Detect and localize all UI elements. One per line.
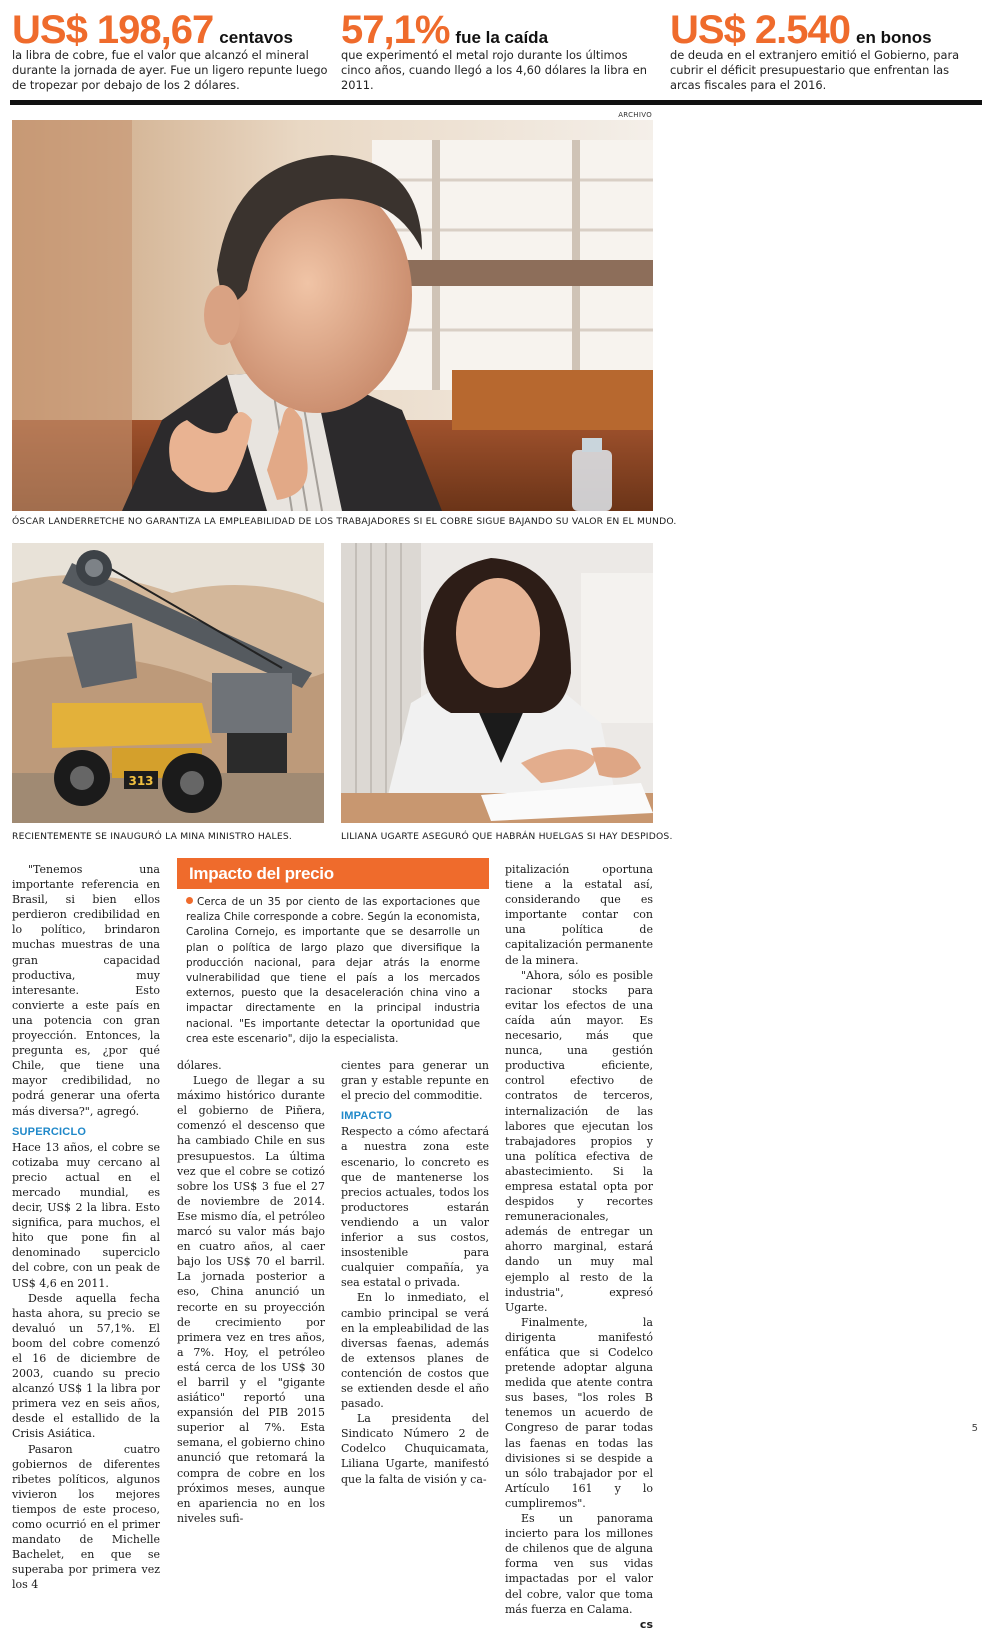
subhead-superciclo: SUPERCICLO <box>12 1125 87 1138</box>
paragraph: Pasaron cuatro gobiernos de diferentes ribetes políticos, algunos vivieron los mejores tiempos de este proceso, como ocurrió en el primer mandato de Michelle Bachelet, en que se superaba por primera vez los 4 <box>12 1442 160 1592</box>
caption-mine-photo: RECIENTEMENTE SE INAUGURÓ LA MINA MINISTRO HALES. <box>12 831 292 842</box>
stat-value: 57,1% <box>341 8 450 52</box>
sidebar-body: Cerca de un 35 por ciento de las exportaciones que realiza Chile corresponde a cobre. Según la economista, Carolina Cornejo, es importante que se desarrolle un plan o política de largo plazo que diversifique la producción nacional, para dejar atrás la enorme vulnerabilidad que tiene el país a los mercados externos, puesto que la desaceleración china vino a impactar directamente en la principal industria nacional. "Es importante detectar la oportunidad que crea este escenario", dijo la especialista. <box>186 896 480 1045</box>
stat-unit: fue la caída <box>455 28 549 47</box>
paragraph: dólares. <box>177 1059 222 1072</box>
sidebar-body-block <box>186 895 480 1047</box>
truck-number-text: 313 <box>128 774 154 788</box>
paragraph: cientes para generar un gran y estable repunte en el precio del commoditie. <box>341 1059 489 1103</box>
end-mark: cs <box>639 1617 653 1631</box>
stat-price-drop <box>341 8 659 93</box>
stat-unit: centavos <box>219 28 293 47</box>
paragraph: Luego de llegar a su máximo histórico durante el gobierno de Piñera, comenzó el descenso que ha cambiado Chile en sus presupuestos. La última vez que el cobre se cotizó sobre los US$ 3 fue el 27 de noviembre de 2014. Ese mismo día, el petróleo marcó su valor más bajo en cuatro años, al caer bajo los US$ 70 el barril. La jornada posterior a eso, China anunció un recorte en su proyección de crecimiento por primera vez en tres años, a 7%. Hoy, el petróleo está cerca de los US$ 30 el barril y el "gigante asiático" reportó una expansión del PIB 2015 superior al 7%. Esta semana, el gobierno chino anunció que retomará la compra de cobre en los próximos meses, aunque en apariencia no en los niveles sufi- <box>177 1074 325 1525</box>
stat-value: US$ 198,67 <box>12 8 214 52</box>
main-photo-landerretche <box>12 120 653 511</box>
paragraph: Respecto a cómo afectará a nuestra zona este escenario, lo concreto es que de mantenerse los precios actuales, todos los productores estarán vendiendo a un valor inferior a sus costos, insostenible para cualquier compañía, ya sea estatal o privada. <box>341 1125 489 1290</box>
stat-description: la libra de cobre, fue el valor que alcanzó el mineral durante la jornada de ayer. Fue un ligero repunte luego de tropezar por debajo de los 2 dólares. <box>12 48 328 92</box>
stat-description: que experimentó el metal rojo durante los últimos cinco años, cuando llegó a los 4,60 dólares la libra en 2011. <box>341 48 647 92</box>
article-column-2 <box>177 1058 325 1526</box>
stat-debt-bonds <box>670 8 982 93</box>
photo-credit: ARCHIVO <box>618 111 652 119</box>
caption-main-photo: ÓSCAR LANDERRETCHE NO GARANTIZA LA EMPLEABILIDAD DE LOS TRABAJADORES SI EL COBRE SIGUE BAJANDO SU VALOR EN EL MUNDO. <box>12 516 677 527</box>
paragraph: pitalización oportuna tiene a la estatal así, considerando que es importante contar con una política de capitalización permanente de la minera. <box>505 863 653 967</box>
paragraph: Hace 13 años, el cobre se cotizaba muy cercano al precio actual en el mercado mundial, es decir, US$ 2 la libra. Esto significa, para muchos, el hito que pone fin al denominado superciclo del cobre, con un peak de US$ 4,6 en 2011. <box>12 1140 160 1290</box>
stat-value: US$ 2.540 <box>670 8 851 52</box>
paragraph: Desde aquella fecha hasta ahora, su precio se devaluó un 57,1%. El boom del cobre comenzó el 16 de diciembre de 2003, cuando su precio alcanzó US$ 1 la libra por primera vez en seis años, desde el estallido de la Crisis Asiática. <box>12 1291 160 1441</box>
stat-description: de deuda en el extranjero emitió el Gobierno, para cubrir el déficit presupuestario que enfrentan las arcas fiscales para el 2016. <box>670 48 960 92</box>
sidebar-title: Impacto del precio <box>177 858 489 889</box>
bullet-dot-icon <box>186 897 193 904</box>
article-column-4 <box>505 862 653 1632</box>
paragraph: "Ahora, sólo es posible racionar stocks para evitar los efectos de una caída aún mayor. Es necesario, más que nunca, una gestión productiva eficiente, control efectivo de contratos de terceros, internalización de las labores que ejecutan los trabajadores propios y una política efectiva de abastecimiento. Si la empresa estatal opta por despidos y recortes remuneracionales, además de entregar un ahorro marginal, estará dando un muy mal ejemplo al resto de la industria", expresó Ugarte. <box>505 968 653 1314</box>
caption-ugarte-photo: LILIANA UGARTE ASEGURÓ QUE HABRÁN HUELGAS SI HAY DESPIDOS. <box>341 831 673 842</box>
paragraph: Finalmente, la dirigenta manifestó enfática que si Codelco pretende adoptar alguna medida que atente contra sus bases, "los roles B tenemos un acuerdo de Congreso de parar todas las faenas en todas las divisiones si se despide a un sólo trabajador por el Artículo 161 y lo cumpliremos". <box>505 1315 653 1510</box>
paragraph: Es un panorama incierto para los millones de chilenos que de alguna forma ven sus vidas impactadas por el valor del cobre, valor que toma más fuerza en Calama. <box>505 1512 653 1616</box>
page-number: 5 <box>971 1423 978 1434</box>
mine-photo <box>12 543 324 823</box>
paragraph: La presidenta del Sindicato Número 2 de Codelco Chuquicamata, Liliana Ugarte, manifestó que la falta de visión y ca- <box>341 1412 489 1486</box>
stat-copper-price <box>12 8 330 93</box>
subhead-impacto: IMPACTO <box>341 1110 393 1123</box>
ugarte-photo <box>341 543 653 823</box>
paragraph: "Tenemos una importante referencia en Brasil, si bien ellos perdieron credibilidad en lo político, brindaron muchas muestras de una gran capacidad productiva, muy interesante. Esto convierte a este país en una potencia con gran proyección. Entonces, la pregunta es, ¿por qué Chile, que tiene una mayor credibilidad, no podrá generar una oferta más diversa?", agregó. <box>12 863 160 1118</box>
top-divider <box>10 100 982 105</box>
article-column-1 <box>12 862 160 1593</box>
stat-unit: en bonos <box>856 28 932 47</box>
paragraph: En lo inmediato, el cambio principal se verá en la empleabilidad de las diversas faenas, además de extensos planes de contención de costos que se extienden desde el año pasado. <box>341 1291 489 1411</box>
article-column-3 <box>341 1058 489 1487</box>
